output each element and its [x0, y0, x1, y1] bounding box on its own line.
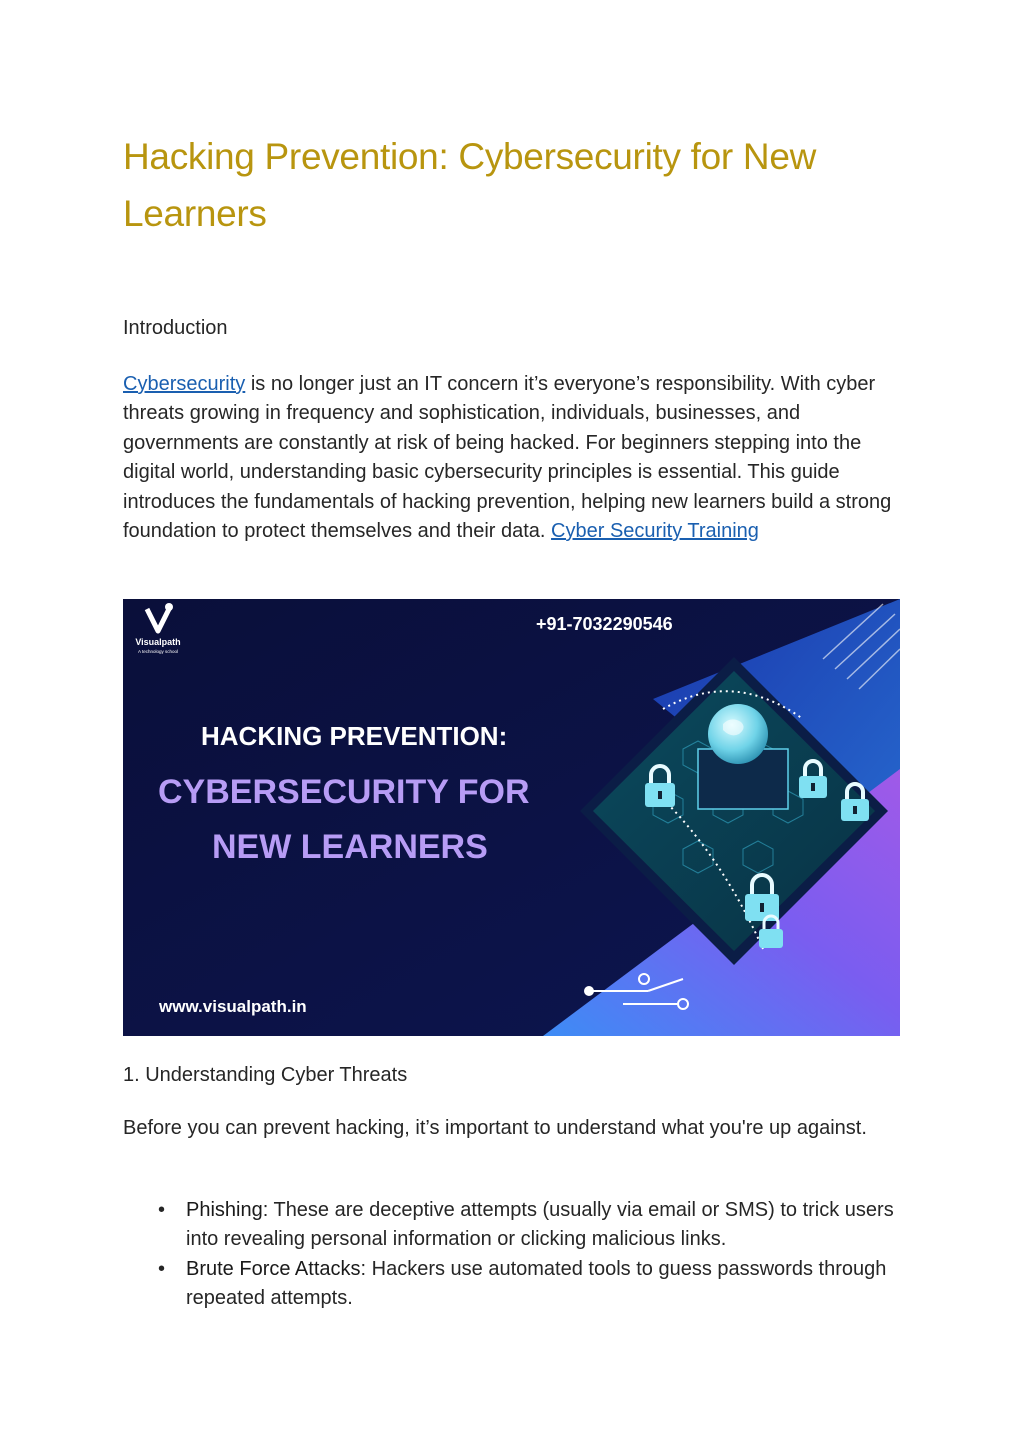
intro-text: is no longer just an IT concern it’s everyone’s responsibility. With cyber threats growing in frequency and sophistication, individuals, businesses, and governments are constantly at risk of being hacked. For beginners stepping into the digital world, understanding basic cybersecurity principles is essential. This guide introduces the fundamentals of hacking prevention, helping new learners build a strong foundation to protect themselves and their data.	[123, 373, 892, 543]
brand-name: Visualpath	[135, 637, 181, 647]
bullet-icon: •	[158, 1199, 166, 1221]
banner-phone: +91-7032290546	[536, 614, 673, 634]
bullet-term: Phishing	[186, 1199, 263, 1221]
page-title: Hacking Prevention: Cybersecurity for New Learners	[123, 136, 817, 234]
cybersecurity-link[interactable]: Cybersecurity	[123, 373, 246, 395]
bullet-term: Brute Force Attacks	[186, 1257, 361, 1280]
banner-headline-3: NEW LEARNERS	[212, 828, 488, 866]
banner-image	[123, 599, 900, 1036]
bullet-text: : These are deceptive attempts (usually via email or SMS) to trick users into revealing personal information or clicking malicious links.	[186, 1199, 894, 1251]
brand-tagline: A technology school	[137, 649, 179, 654]
banner-headline-2: CYBERSECURITY FOR	[158, 773, 530, 811]
introduction-heading: Introduction	[123, 317, 228, 339]
bullet-icon: •	[158, 1257, 166, 1280]
section1-intro: Before you can prevent hacking, it’s important to understand what you're up against.	[123, 1117, 867, 1139]
banner-headline-1: HACKING PREVENTION:	[201, 721, 508, 751]
cyber-security-training-link[interactable]: Cyber Security Training	[551, 520, 759, 543]
bullet-text: : Hackers use automated tools to guess passwords through repeated attempts.	[186, 1257, 887, 1310]
threat-list	[123, 1196, 903, 1314]
intro-paragraph	[123, 370, 903, 546]
list-item	[123, 1255, 903, 1314]
section1-heading: 1. Understanding Cyber Threats	[123, 1064, 408, 1086]
banner-website: www.visualpath.in	[159, 997, 307, 1016]
list-item	[123, 1196, 903, 1255]
